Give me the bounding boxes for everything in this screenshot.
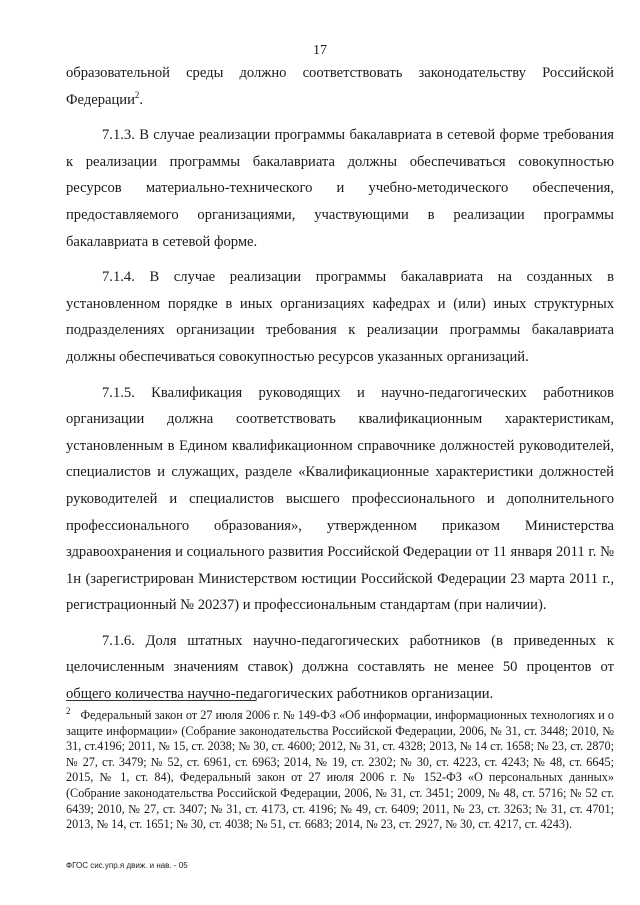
paragraph-spacer [66, 619, 614, 628]
paragraph-spacer [66, 113, 614, 122]
footnote-text: Федеральный закон от 27 июля 2006 г. № 149-ФЗ «Об информации, информационных технологиях и о защите информации» (Собрание законодательства Российской Федерации, 2006, № 31, ст. 3448; 2010, № 31, ст.4196; 2011, № 15, ст. 2038; № 30, ст. 4600; 2012, № 31, ст. 4328; 2013, № 14 ст. 1658; № 23, ст. 2870; № 27, ст. 3479; № 52, ст. 6961, ст. 6963; 2014, № 19, ст. 2302; № 30, ст. 4223, ст. 4243; № 48, ст. 6645; 2015, № 1, ст. 84), Федеральный закон от 27 июля 2006 г. № 152-ФЗ «О персональных данных» (Собрание законодательства Российской Федерации, 2006, № 31, ст. 3451; 2009, № 48, ст. 5716; № 52 ст. 6439; 2010, № 27, ст. 3407; № 31, ст. 4173, ст. 4196; № 49, ст. 6409; 2011, № 23, ст. 3263; № 31, ст. 4701; 2013, № 14, ст. 1651; № 30, ст. 4038; № 51, ст. 6683; 2014, № 23, ст. 2927, № 30, ст. 4217, ст. 4243). [66, 708, 614, 832]
page-number: 17 [313, 43, 327, 58]
page-footer: ФГОС сис.упр.я движ. и нав. - 05 [66, 861, 188, 870]
paragraph-continuation [66, 60, 614, 113]
paragraph-7-1-4: 7.1.4. В случае реализации программы бакалавриата на созданных в установленном порядке в иных организациях кафедрах и (или) иных структурных подразделениях организации требования к реализации программы бакалавриата должны обеспечиваться совокупностью ресурсов указанных организаций. [66, 269, 614, 365]
paragraph-7-1-6: 7.1.6. Доля штатных научно-педагогических работников (в приведенных к целочисленным значениям ставок) должна составлять не менее 50 процентов от общего количества научно-педагогических работников организации. [66, 632, 614, 703]
paragraph-7-1-3: 7.1.3. В случае реализации программы бакалавриата в сетевой форме требования к реализации программы бакалавриата должны обеспечиваться совокупностью ресурсов материально-технического и учебно-методического обеспечения, предоставляемого организациями, участвующими в реализации программы бакалавриата в сетевой форме. [66, 127, 614, 250]
paragraph-tail: . [139, 91, 144, 108]
paragraph-spacer [66, 371, 614, 380]
footnote-reference[interactable]: 2 [134, 89, 140, 100]
footnote [66, 705, 614, 833]
paragraph-spacer [66, 255, 614, 264]
paragraph-text: образовательной среды должно соответствовать законодательству Российской Федерации [66, 65, 614, 108]
main-text [66, 60, 614, 708]
paragraph-7-1-5: 7.1.5. Квалификация руководящих и научно-педагогических работников организации должна соответствовать квалификационным характеристикам, установленным в Едином квалификационном справочнике должностей руководителей, специалистов и служащих, разделе «Квалификационные характеристики должностей руководителей и специалистов высшего профессионального и дополнительного профессионального образования», утвержденном приказом Министерства здравоохранения и социального развития Российской Федерации от 11 января 2011 г. № 1н (зарегистрирован Министерством юстиции Российской Федерации 23 марта 2011 г., регистрационный № 20237) и профессиональным стандартам (при наличии). [66, 384, 614, 614]
footnote-mark: 2 [66, 705, 71, 716]
footnote-divider [66, 700, 256, 701]
